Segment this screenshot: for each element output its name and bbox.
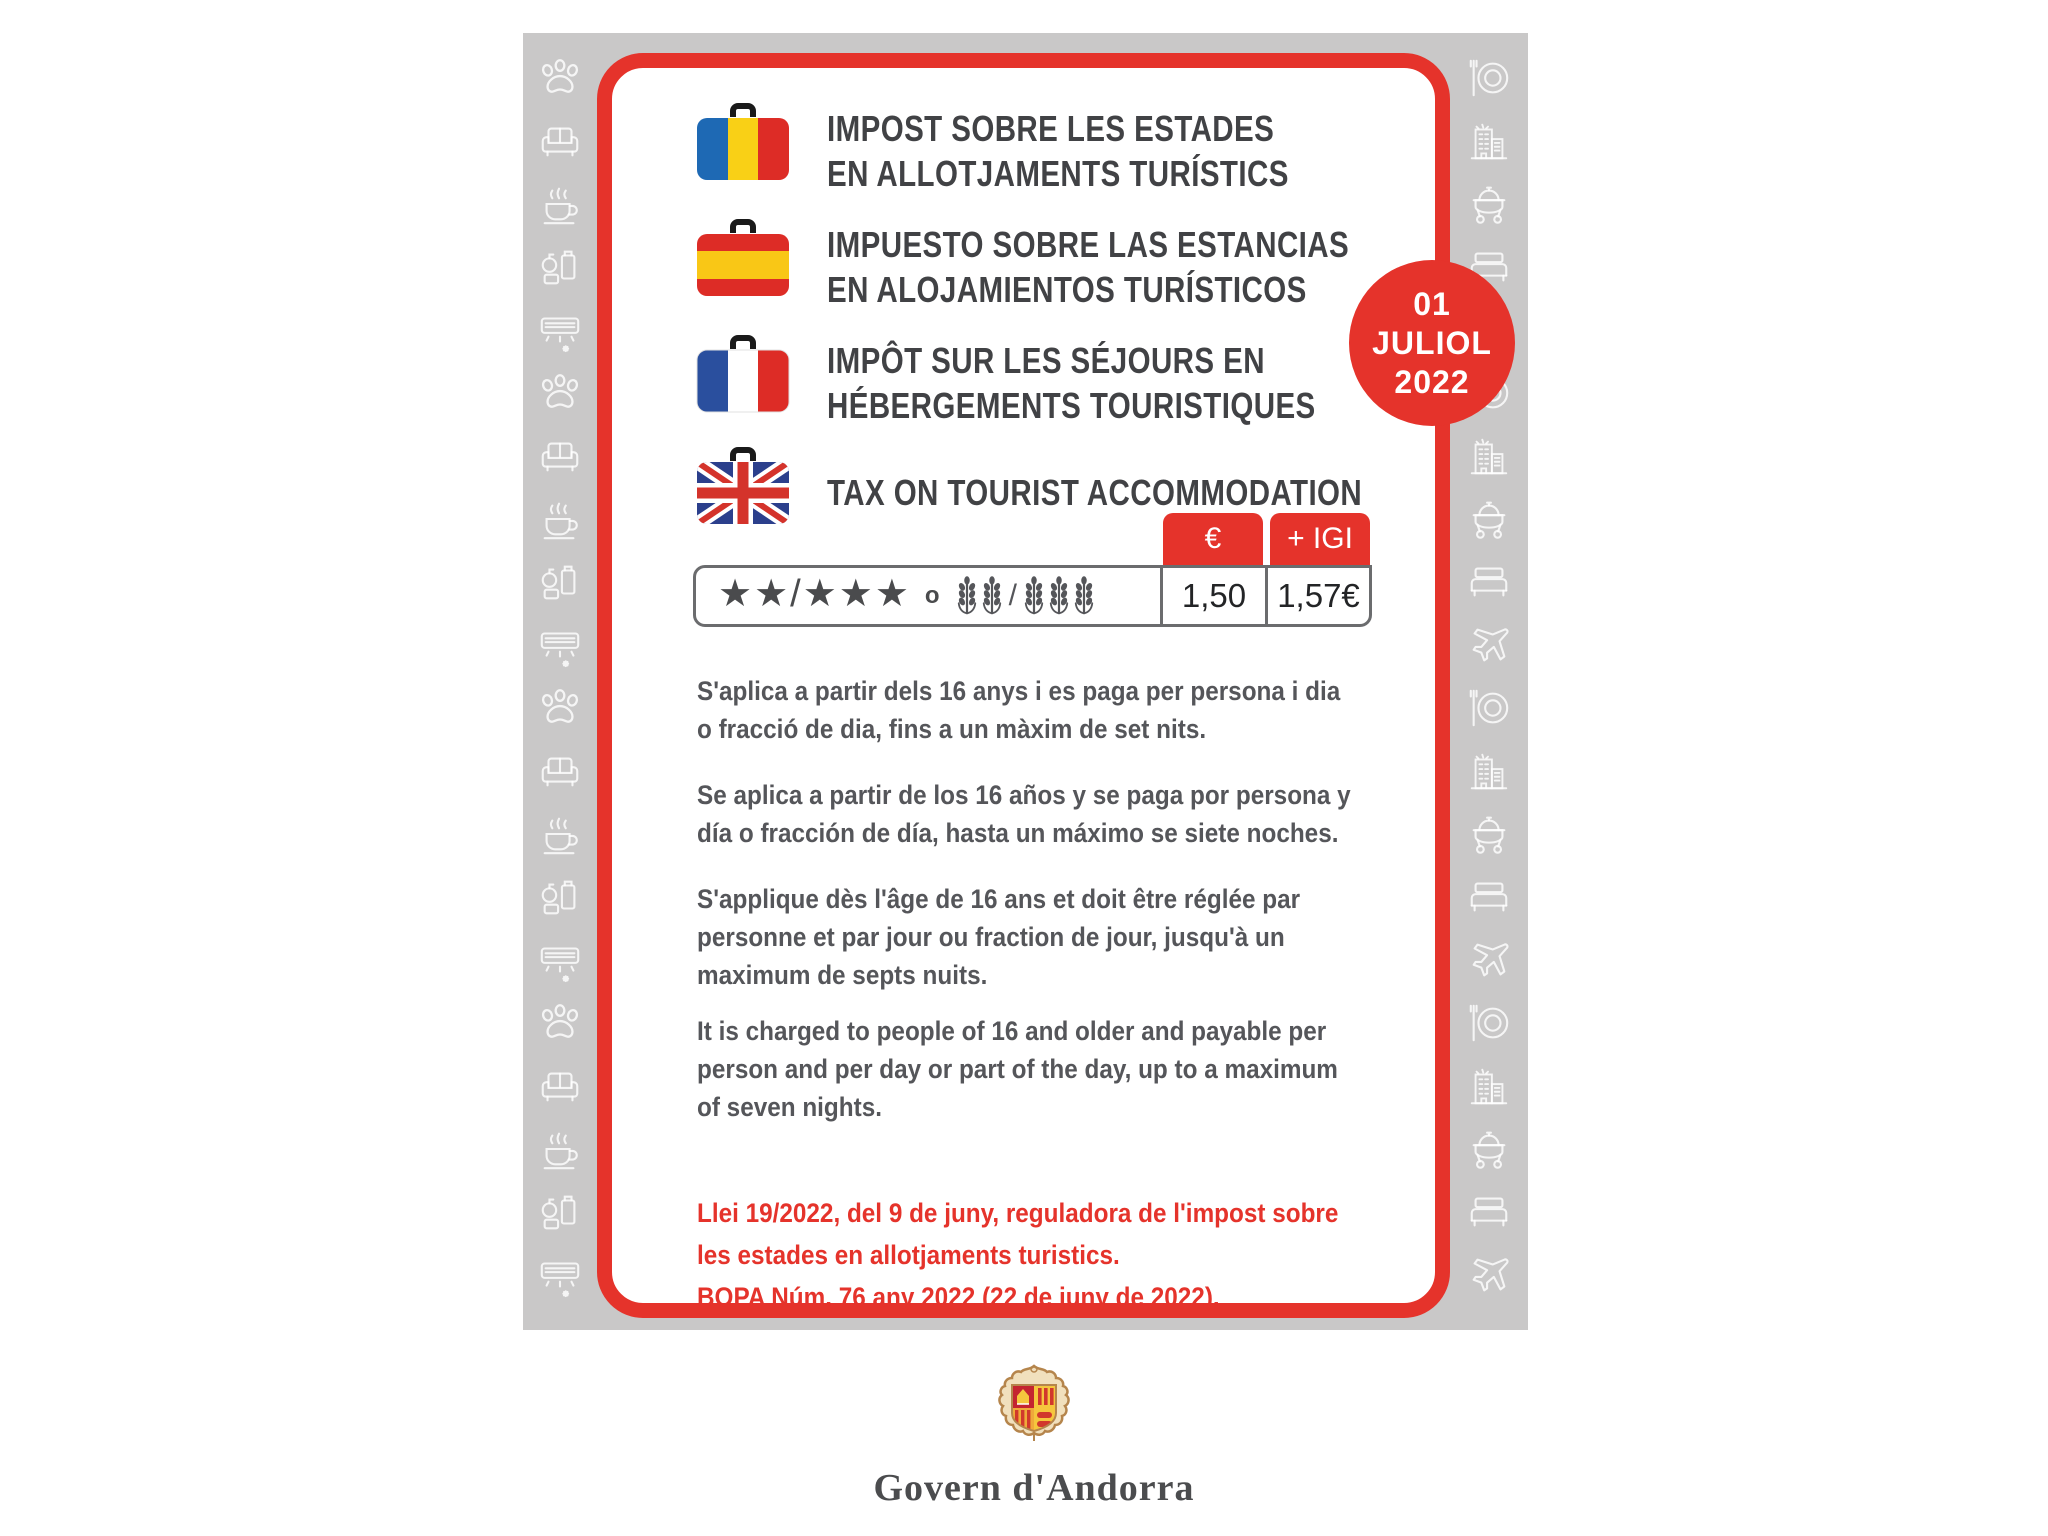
paragraph-french-line1: S'applique dès l'âge de 16 ans et doit être réglée par — [697, 884, 1301, 914]
badge-month: JULIOL — [1372, 324, 1492, 361]
france-flag-suitcase-icon — [695, 334, 791, 414]
badge-year: 2022 — [1394, 363, 1470, 400]
price-euro-cell — [1163, 565, 1268, 627]
airplane-icon — [1466, 937, 1512, 983]
andorra-coat-of-arms-icon — [986, 1362, 1082, 1462]
title-row-spanish — [695, 218, 1464, 312]
title-spanish-line1: IMPUESTO SOBRE LAS ESTANCIAS — [827, 224, 1350, 265]
wheat-rating — [956, 575, 1095, 617]
title-french — [827, 334, 1316, 428]
paragraph-english — [697, 1012, 1338, 1126]
bed-icon — [1466, 1189, 1512, 1235]
wheat-icon — [956, 575, 978, 617]
column-header-euro: € — [1163, 513, 1263, 565]
title-french-line1: IMPÔT SUR LES SÉJOURS EN — [827, 340, 1265, 381]
spain-flag-suitcase-icon — [695, 218, 791, 298]
restaurant-icon — [1466, 685, 1512, 731]
room-service-icon — [1466, 1126, 1512, 1172]
paragraph-french-line2: personne et par jour ou fraction de jour, jusqu'à un — [697, 922, 1285, 952]
paw-icon — [537, 685, 583, 731]
paragraph-catalan-line2: o fracció de dia, fins a un màxim de set nits. — [697, 714, 1207, 744]
toiletries-icon — [537, 244, 583, 290]
sofa-icon — [537, 433, 583, 479]
title-catalan-line2: EN ALLOTJAMENTS TURÍSTICS — [827, 153, 1289, 194]
toiletries-icon — [537, 559, 583, 605]
star-rating: ★★/★★★ — [718, 572, 911, 615]
wheat-separator: / — [1008, 579, 1017, 612]
air-conditioner-icon — [537, 622, 583, 668]
or-label: o — [924, 582, 940, 609]
paragraph-french — [697, 880, 1300, 994]
legal-notice — [697, 1192, 1338, 1318]
paragraph-english-line2: person and per day or part of the day, up to a maximum — [697, 1054, 1338, 1084]
paragraph-catalan-line1: S'aplica a partir dels 16 anys i es paga per persona i dia — [697, 676, 1341, 706]
paw-icon — [537, 1000, 583, 1046]
price-igi-cell — [1268, 565, 1372, 627]
toiletries-icon — [537, 1189, 583, 1235]
title-spanish — [827, 218, 1349, 312]
bed-icon — [1466, 874, 1512, 920]
paragraph-spanish — [697, 776, 1351, 852]
coffee-icon — [537, 496, 583, 542]
rate-table-row — [693, 565, 1372, 627]
title-english-line1: TAX ON TOURIST ACCOMMODATION — [827, 472, 1363, 513]
paragraph-spanish-line1: Se aplica a partir de los 16 años y se paga por persona y — [697, 780, 1351, 810]
coffee-icon — [537, 1126, 583, 1172]
uk-flag-suitcase-icon — [695, 446, 791, 526]
legal-notice-line1: Llei 19/2022, del 9 de juny, reguladora de l'impost sobre — [697, 1198, 1339, 1228]
air-conditioner-icon — [537, 1252, 583, 1298]
effective-date-badge — [1349, 260, 1515, 426]
sofa-icon — [537, 1063, 583, 1109]
room-service-icon — [1466, 181, 1512, 227]
title-row-french — [695, 334, 1423, 428]
legal-notice-line3: BOPA Núm. 76 any 2022 (22 de juny de 2022). — [697, 1282, 1220, 1312]
air-conditioner-icon — [537, 307, 583, 353]
hotel-icon — [1466, 748, 1512, 794]
paw-icon — [537, 370, 583, 416]
paragraph-english-line3: of seven nights. — [697, 1092, 882, 1122]
title-catalan — [827, 102, 1289, 196]
paw-icon — [537, 55, 583, 101]
badge-day: 01 — [1413, 285, 1451, 322]
hotel-icon — [1466, 1063, 1512, 1109]
airplane-icon — [1466, 1252, 1512, 1298]
title-catalan-line1: IMPOST SOBRE LES ESTADES — [827, 108, 1275, 149]
column-header-igi: + IGI — [1270, 513, 1370, 565]
rate-table-header — [1163, 513, 1370, 565]
wheat-icon — [981, 575, 1003, 617]
paragraph-spanish-line2: día o fracción de día, hasta un máximo se siete noches. — [697, 818, 1339, 848]
toiletries-icon — [537, 874, 583, 920]
restaurant-icon — [1466, 1000, 1512, 1046]
government-name: Govern d'Andorra — [873, 1467, 1195, 1509]
wheat-icon — [1073, 575, 1095, 617]
wheat-cluster-3 — [1023, 575, 1095, 617]
paragraph-french-line3: maximum de septs nuits. — [697, 960, 988, 990]
title-english — [827, 446, 1362, 515]
paragraph-english-line1: It is charged to people of 16 and older and payable per — [697, 1016, 1327, 1046]
title-spanish-line2: EN ALOJAMIENTOS TURÍSTICOS — [827, 269, 1307, 310]
coffee-icon — [537, 181, 583, 227]
hotel-icon — [1466, 118, 1512, 164]
sofa-icon — [537, 748, 583, 794]
sofa-icon — [537, 118, 583, 164]
restaurant-icon — [1466, 55, 1512, 101]
air-conditioner-icon — [537, 937, 583, 983]
bed-icon — [1466, 559, 1512, 605]
amenity-icon-column-left — [523, 55, 597, 1315]
price-igi-value: 1,57€ — [1277, 577, 1360, 614]
coffee-icon — [537, 811, 583, 857]
category-cell — [693, 565, 1163, 627]
title-row-catalan — [695, 102, 1390, 196]
paragraph-catalan — [697, 672, 1340, 748]
room-service-icon — [1466, 811, 1512, 857]
wheat-icon — [1048, 575, 1070, 617]
wheat-cluster-2 — [956, 575, 1003, 617]
andorra-flag-suitcase-icon — [695, 102, 791, 182]
legal-notice-line2: les estades en allotjaments turistics. — [697, 1240, 1120, 1270]
price-euro-value: 1,50 — [1181, 577, 1247, 614]
wheat-icon — [1023, 575, 1045, 617]
title-french-line2: HÉBERGEMENTS TOURISTIQUES — [827, 385, 1316, 426]
footer — [10, 1362, 2048, 1510]
airplane-icon — [1466, 622, 1512, 668]
